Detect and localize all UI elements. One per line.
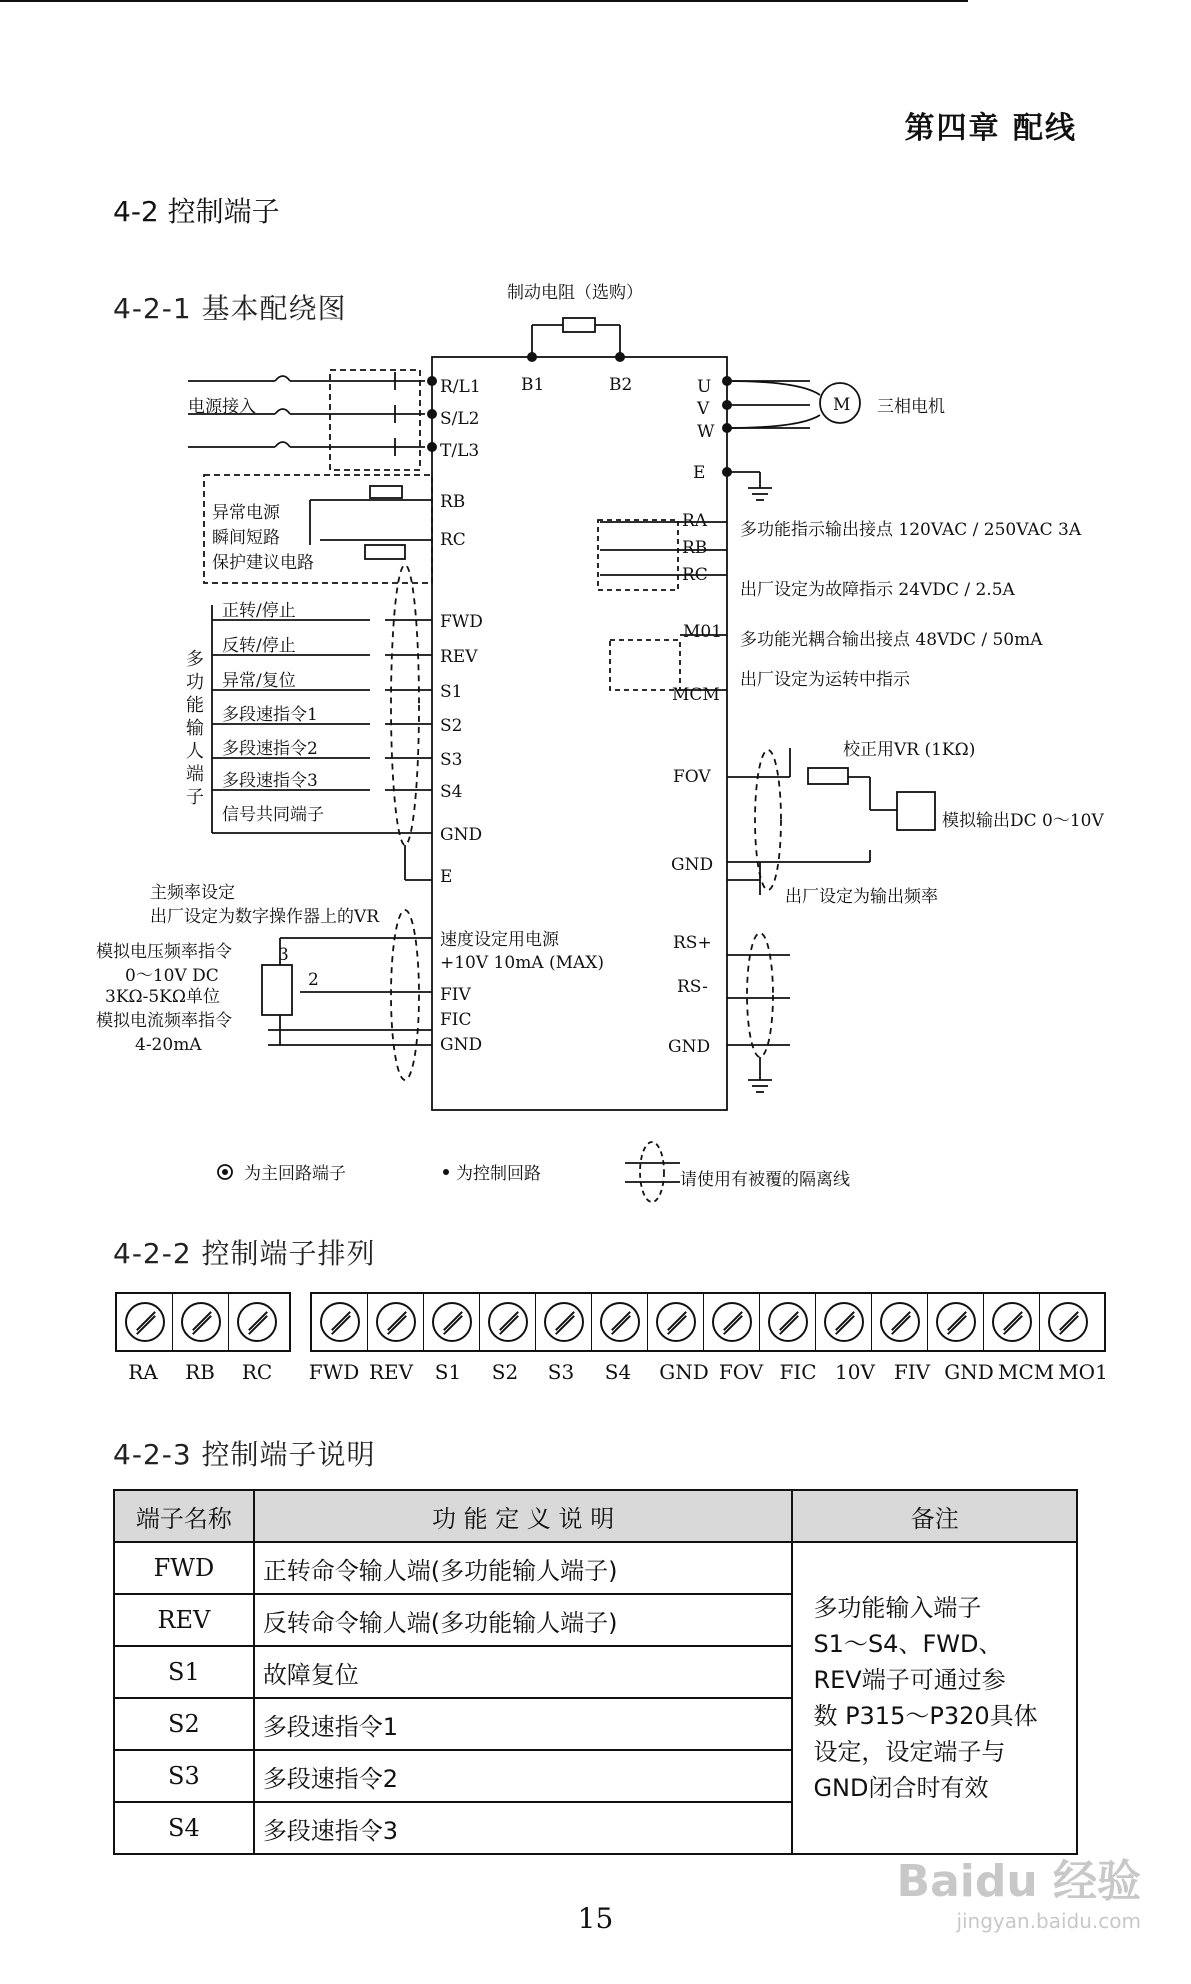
svg-text:3: 3 <box>278 945 289 965</box>
terminal-label: S3 <box>547 1360 575 1384</box>
svg-text:主频率设定: 主频率设定 <box>150 883 235 903</box>
svg-text:能: 能 <box>186 695 204 716</box>
brake-resistor-symbol <box>563 318 595 332</box>
svg-text:E: E <box>440 867 453 887</box>
svg-text:M01: M01 <box>683 622 723 642</box>
section-title: 4-2 控制端子 <box>113 195 280 228</box>
svg-text:模拟输出DC 0～10V: 模拟输出DC 0～10V <box>942 811 1104 831</box>
terminal-desc-cell: 正转命令输人端(多功能输人端子) <box>254 1542 793 1594</box>
svg-text:S3: S3 <box>440 750 463 770</box>
svg-text:S/L2: S/L2 <box>440 409 480 429</box>
terminal-desc-cell: 多段速指令2 <box>254 1750 793 1802</box>
svg-text:为控制回路: 为控制回路 <box>456 1164 541 1184</box>
svg-text:功: 功 <box>186 672 204 693</box>
svg-text:多: 多 <box>186 649 204 670</box>
meter-symbol <box>897 792 935 830</box>
terminal-label: MO1 <box>1058 1360 1108 1384</box>
terminal-label: S2 <box>491 1360 519 1384</box>
terminal-desc-cell: 多段速指令3 <box>254 1802 793 1854</box>
terminal-name-cell: REV <box>114 1594 254 1646</box>
svg-text:出厂设定为故障指示 24VDC / 2.5A: 出厂设定为故障指示 24VDC / 2.5A <box>740 580 1015 600</box>
terminal-label: REV <box>368 1360 414 1384</box>
svg-text:RC: RC <box>440 530 466 550</box>
subsection-basic-wiring: 4-2-1 基本配绕图 <box>113 292 347 325</box>
svg-text:3KΩ-5KΩ单位: 3KΩ-5KΩ单位 <box>105 987 220 1007</box>
terminal-name-cell: FWD <box>114 1542 254 1594</box>
terminal-label: RB <box>185 1360 215 1384</box>
watermark-brand: Baidu 经验 <box>896 1856 1141 1907</box>
svg-text:子: 子 <box>186 787 204 808</box>
multi-input-title <box>186 649 204 808</box>
svg-text:速度设定用电源: 速度设定用电源 <box>440 930 559 950</box>
svg-text:RS-: RS- <box>677 977 708 997</box>
terminal-name-cell: S1 <box>114 1646 254 1698</box>
svg-text:GND: GND <box>671 855 714 875</box>
remark-cell: 多功能输入端子 S1～S4、FWD、 REV端子可通过参 数 P315～P320具体 设定，设定端子与 GND闭合时有效 <box>792 1542 1077 1854</box>
svg-text:电源接入: 电源接入 <box>188 397 256 417</box>
svg-text:U: U <box>697 377 712 397</box>
svg-text:人: 人 <box>186 741 204 762</box>
terminal-strip-relay <box>115 1292 291 1352</box>
potentiometer-symbol <box>262 965 292 1015</box>
svg-text:保护建议电路: 保护建议电路 <box>212 553 314 573</box>
svg-text:异常/复位: 异常/复位 <box>222 671 296 691</box>
svg-text:RB: RB <box>682 538 708 558</box>
svg-text:多段速指令3: 多段速指令3 <box>222 771 318 791</box>
svg-text:S2: S2 <box>440 716 463 736</box>
terminal-label: S4 <box>604 1360 632 1384</box>
terminal-name-cell: S4 <box>114 1802 254 1854</box>
svg-text:2: 2 <box>308 970 319 990</box>
svg-text:出厂设定为输出频率: 出厂设定为输出频率 <box>785 887 938 907</box>
svg-text:M: M <box>833 395 851 415</box>
svg-text:FIV: FIV <box>440 985 471 1005</box>
svg-text:FWD: FWD <box>440 612 483 632</box>
svg-text:RB: RB <box>440 492 466 512</box>
svg-text:多功能指示输出接点 120VAC / 250VAC 3A: 多功能指示输出接点 120VAC / 250VAC 3A <box>740 520 1082 540</box>
page-number: 15 <box>577 1902 614 1935</box>
terminal-description-table <box>113 1489 1078 1855</box>
watermark <box>897 1845 1141 1933</box>
header-cell: 功 能 定 义 说 明 <box>254 1490 793 1542</box>
svg-text:校正用VR (1KΩ): 校正用VR (1KΩ) <box>843 740 976 760</box>
svg-text:模拟电压频率指令: 模拟电压频率指令 <box>96 942 232 962</box>
svg-text:S1: S1 <box>440 682 463 702</box>
svg-text:请使用有被覆的隔离线: 请使用有被覆的隔离线 <box>680 1170 850 1190</box>
svg-text:GND: GND <box>440 1035 483 1055</box>
svg-text:RC: RC <box>682 565 708 585</box>
svg-text:GND: GND <box>440 825 483 845</box>
terminal-label: RA <box>128 1360 158 1384</box>
svg-text:三相电机: 三相电机 <box>877 397 945 417</box>
svg-text:E: E <box>693 463 706 483</box>
svg-text:MCM: MCM <box>672 685 720 705</box>
svg-text:W: W <box>697 422 715 442</box>
terminal-label: MCM <box>998 1360 1055 1384</box>
terminal-label: GND <box>944 1360 994 1384</box>
terminal-label: FIC <box>779 1360 817 1384</box>
table-row <box>114 1542 1077 1594</box>
table-header-row <box>114 1490 1077 1542</box>
svg-text:4-20mA: 4-20mA <box>135 1035 202 1055</box>
svg-text:B2: B2 <box>609 375 633 395</box>
terminal-name-cell: S3 <box>114 1750 254 1802</box>
inverter-box <box>432 357 727 1110</box>
svg-text:反转/停止: 反转/停止 <box>222 636 296 656</box>
svg-text:0～10V DC: 0～10V DC <box>125 966 219 986</box>
terminal-desc-cell: 多段速指令1 <box>254 1698 793 1750</box>
terminal-label: FIV <box>893 1360 931 1384</box>
svg-text:R/L1: R/L1 <box>440 377 481 397</box>
terminal-label: RC <box>241 1360 273 1384</box>
brake-resistor-label: 制动电阻（选购） <box>507 283 643 303</box>
svg-text:FIC: FIC <box>440 1010 472 1030</box>
svg-text:瞬间短路: 瞬间短路 <box>212 528 280 548</box>
svg-text:多功能光耦合输出接点 48VDC / 50mA: 多功能光耦合输出接点 48VDC / 50mA <box>740 630 1043 650</box>
svg-text:多段速指令2: 多段速指令2 <box>222 739 318 759</box>
svg-text:B1: B1 <box>521 375 545 395</box>
header-cell: 端子名称 <box>114 1490 254 1542</box>
svg-text:端: 端 <box>186 764 204 785</box>
svg-text:RS+: RS+ <box>673 933 712 953</box>
svg-text:信号共同端子: 信号共同端子 <box>222 805 324 825</box>
svg-text:输: 输 <box>186 718 204 739</box>
terminal-label: GND <box>659 1360 709 1384</box>
subsection-terminal-layout: 4-2-2 控制端子排列 <box>113 1237 376 1270</box>
terminal-desc-cell: 故障复位 <box>254 1646 793 1698</box>
svg-text:出厂设定为运转中指示: 出厂设定为运转中指示 <box>740 670 910 690</box>
terminal-label: 10V <box>835 1360 875 1384</box>
header-cell: 备注 <box>792 1490 1077 1542</box>
terminal-strip-control <box>310 1292 1106 1352</box>
svg-text:V: V <box>697 399 710 419</box>
chapter-title: 第四章 配线 <box>904 111 1077 146</box>
terminal-label: FOV <box>718 1360 764 1384</box>
svg-text:GND: GND <box>668 1037 711 1057</box>
terminal-desc-cell: 反转命令输人端(多功能输人端子) <box>254 1594 793 1646</box>
subsection-terminal-description: 4-2-3 控制端子说明 <box>113 1438 376 1471</box>
svg-text:为主回路端子: 为主回路端子 <box>244 1164 346 1184</box>
terminal-label: FWD <box>308 1360 360 1384</box>
terminal-name-cell: S2 <box>114 1698 254 1750</box>
svg-text:REV: REV <box>440 647 478 667</box>
svg-text:多段速指令1: 多段速指令1 <box>222 705 318 725</box>
svg-text:正转/停止: 正转/停止 <box>222 601 296 621</box>
watermark-url: jingyan.baidu.com <box>956 1909 1141 1933</box>
svg-text:模拟电流频率指令: 模拟电流频率指令 <box>96 1011 232 1031</box>
terminal-label: S1 <box>434 1360 462 1384</box>
svg-text:RA: RA <box>682 511 708 531</box>
svg-text:S4: S4 <box>440 782 463 802</box>
svg-text:异常电源: 异常电源 <box>212 503 280 523</box>
svg-text:出厂设定为数字操作器上的VR: 出厂设定为数字操作器上的VR <box>150 907 380 927</box>
svg-text:+10V 10mA (MAX): +10V 10mA (MAX) <box>440 953 605 973</box>
svg-text:T/L3: T/L3 <box>440 441 480 461</box>
svg-text:FOV: FOV <box>673 767 711 787</box>
